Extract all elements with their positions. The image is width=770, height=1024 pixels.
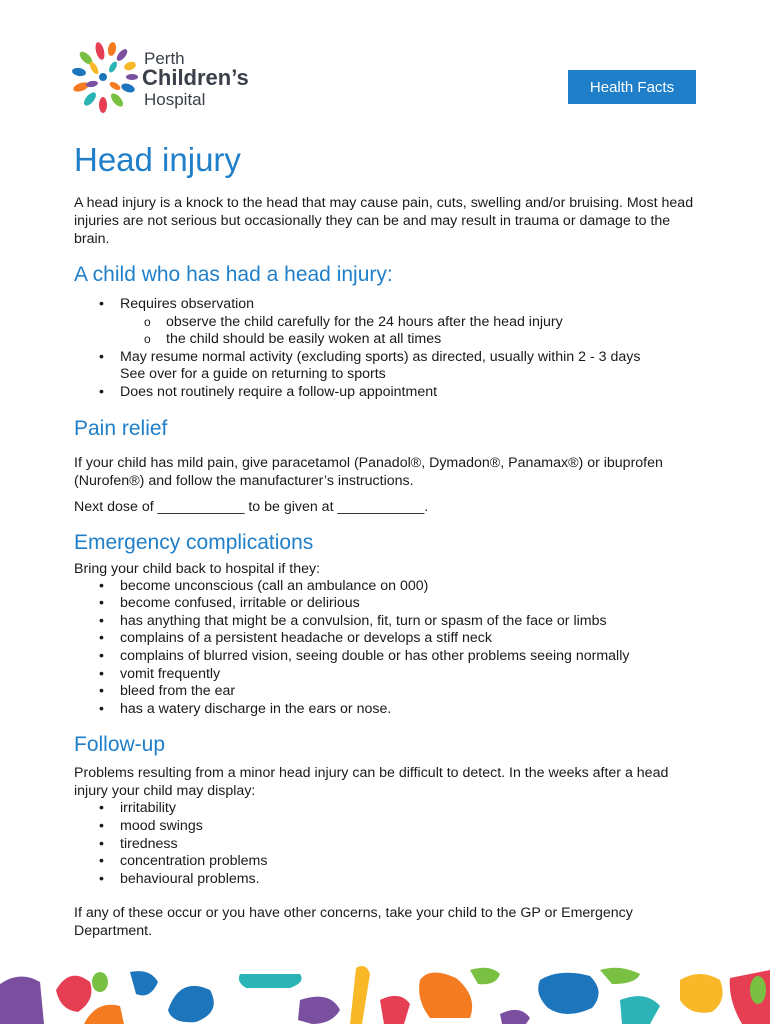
- page-title: Head injury: [74, 141, 241, 178]
- sub-list-item: o observe the child carefully for the 24 hours after the head injury: [74, 314, 704, 332]
- followup-lead: Problems resulting from a minor head injury can be difficult to detect. In the weeks after a head injury your child may display:: [74, 765, 669, 800]
- next-dose-line: Next dose of ___________ to be given at ___________.: [74, 498, 429, 515]
- observation-sublist: [74, 314, 704, 349]
- document-body: [74, 140, 704, 940]
- sub-list-item: o the child should be easily woken at all times: [74, 331, 704, 349]
- logo-line-hospital: Hospital: [144, 90, 206, 109]
- section-heading-child: A child who has had a head injury:: [74, 263, 393, 286]
- child-list: [74, 296, 704, 402]
- list-item: • behavioural problems.: [74, 871, 704, 889]
- section-heading-followup: Follow-up: [74, 733, 166, 757]
- list-item: • complains of blurred vision, seeing double or has other problems seeing normally: [74, 648, 704, 666]
- logo-line-perth: Perth: [144, 49, 185, 68]
- list-item: • Requires observation o observe the child carefully for the 24 hours after the head injury o the child should be easily woken at all times: [74, 296, 704, 349]
- list-item: • complains of a persistent headache or develops a stiff neck: [74, 630, 704, 648]
- followup-closing: If any of these occur or you have other concerns, take your child to the GP or Emergency Department.: [74, 905, 633, 940]
- section-heading-emergency: Emergency complications: [74, 530, 314, 554]
- list-item: • has anything that might be a convulsion, fit, turn or spasm of the face or limbs: [74, 613, 704, 631]
- list-item: • vomit frequently: [74, 666, 704, 684]
- logo-flower-icon: [70, 40, 144, 120]
- logo-line-childrens: Children’s: [142, 65, 249, 90]
- list-item: • May resume normal activity (excluding sports) as directed, usually within 2 - 3 days See over for a guide on returning to sports: [74, 349, 704, 384]
- pain-paragraph: If your child has mild pain, give paracetamol (Panadol®, Dymadon®, Panamax®) or ibuprofen (Nurofen®) and follow the manufacturer’s instructions.: [74, 454, 663, 489]
- decorative-footer-shapes: [0, 960, 770, 1024]
- emergency-list: [74, 578, 704, 719]
- followup-list: [74, 800, 704, 888]
- section-heading-pain: Pain relief: [74, 416, 168, 440]
- list-item: • mood swings: [74, 818, 704, 836]
- list-item: • bleed from the ear: [74, 683, 704, 701]
- emergency-lead: Bring your child back to hospital if they:: [74, 560, 321, 577]
- list-item: • become confused, irritable or delirious: [74, 595, 704, 613]
- list-item: • concentration problems: [74, 853, 704, 871]
- list-item: • has a watery discharge in the ears or nose.: [74, 701, 704, 719]
- list-item: • Does not routinely require a follow-up appointment: [74, 384, 704, 402]
- health-facts-badge: Health Facts: [568, 70, 696, 104]
- intro-paragraph: A head injury is a knock to the head that may cause pain, cuts, swelling and/or bruising. Most head injuries are not serious but occasionally they can be and may result in trauma or damage to the brain.: [74, 195, 694, 247]
- list-item: • become unconscious (call an ambulance on 000): [74, 578, 704, 596]
- list-item: • irritability: [74, 800, 704, 818]
- list-item: • tiredness: [74, 836, 704, 854]
